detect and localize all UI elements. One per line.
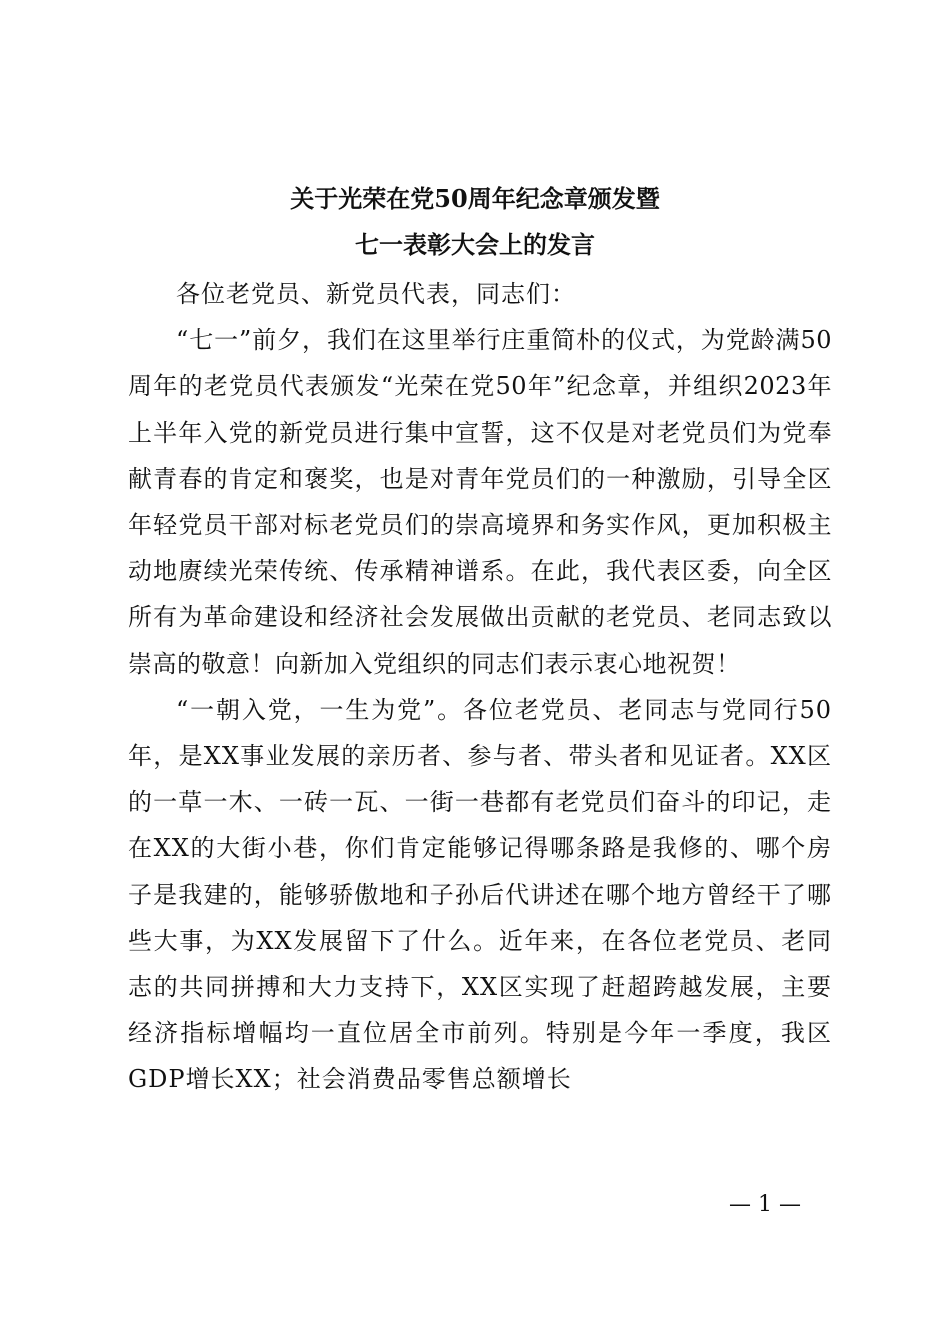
document-title-line-2: 七一表彰大会上的发言 — [355, 230, 595, 259]
page-number: — 1 — — [729, 1192, 801, 1217]
salutation: 各位老党员、新党员代表，同志们： — [176, 280, 576, 308]
body-paragraph-1: “七一”前夕，我们在这里举行庄重简朴的仪式，为党龄满50周年的老党员代表颁发“光荣在党50年”纪念章，并组织2023年上半年入党的新党员进行集中宣誓，这不仅是对老党员们为党奉献青春的肯定和褒奖，也是对青年党员们的一种激励，引导全区年轻党员干部对标老党员们的崇高境界和务实作风，更加积极主动地赓续光荣传统、传承精神谱系。在此，我代表区委，向全区所有为革命建设和经济社会发展做出贡献的老党员、老同志致以崇高的敬意！向新加入党组织的同志们表示衷心地祝贺！ — [128, 326, 832, 678]
body-paragraph-2: “一朝入党，一生为党”。各位老党员、老同志与党同行50年，是XX事业发展的亲历者、参与者、带头者和见证者。XX区的一草一木、一砖一瓦、一街一巷都有老党员们奋斗的印记，走在XX的大街小巷，你们肯定能够记得哪条路是我修的、哪个房子是我建的，能够骄傲地和子孙后代讲述在哪个地方曾经干了哪些大事，为XX发展留下了什么。近年来，在各位老党员、老同志的共同拼搏和大力支持下，XX区实现了赶超跨越发展，主要经济指标增幅均一直位居全市前列。特别是今年一季度，我区GDP增长XX；社会消费品零售总额增长 — [128, 695, 832, 1094]
document-title-line-1: 关于光荣在党50周年纪念章颁发暨 — [290, 184, 660, 213]
document-body — [128, 271, 832, 1103]
